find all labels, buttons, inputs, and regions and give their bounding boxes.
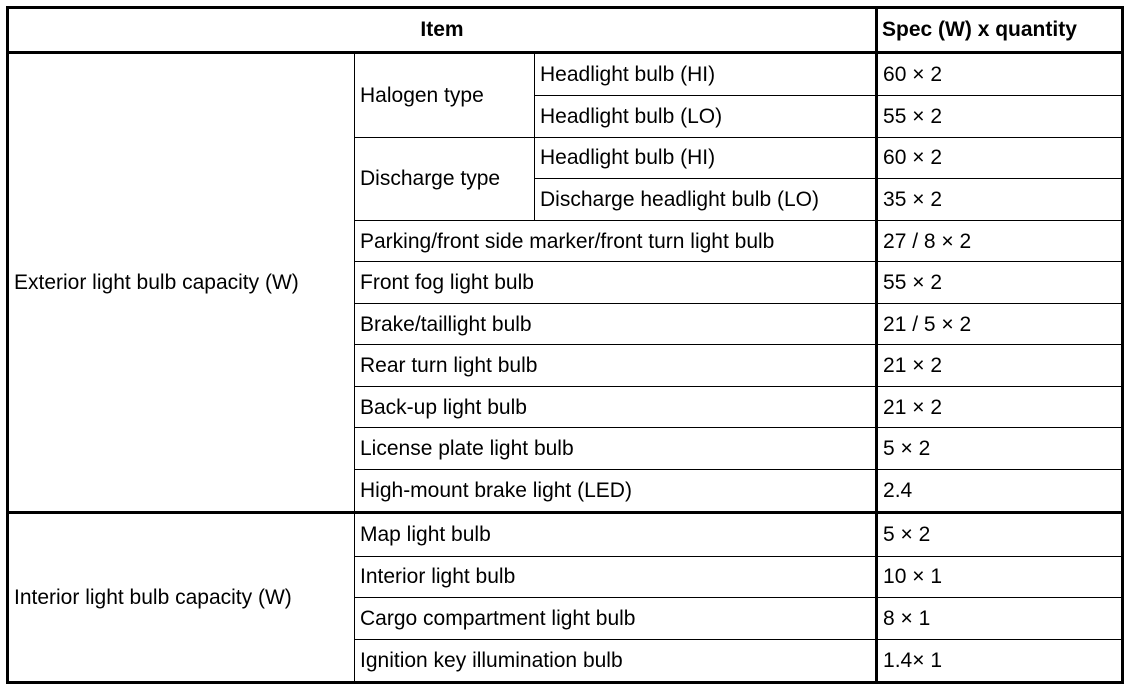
spec-cell: 21 × 2 (877, 386, 1123, 428)
item-cell: Brake/taillight bulb (355, 303, 877, 345)
spec-cell: 60 × 2 (877, 52, 1123, 95)
spec-cell: 1.4× 1 (877, 639, 1123, 682)
exterior-category-label: Exterior light bulb capacity (W) (8, 52, 355, 512)
spec-cell: 5 × 2 (877, 428, 1123, 470)
bulb-spec-table (6, 6, 1124, 684)
item-cell: Back-up light bulb (355, 386, 877, 428)
item-cell: Headlight bulb (HI) (535, 52, 877, 95)
header-row (8, 8, 1123, 53)
table-row (8, 52, 1123, 95)
spec-cell: 2.4 (877, 470, 1123, 513)
header-spec: Spec (W) x quantity (877, 8, 1123, 53)
item-cell: Parking/front side marker/front turn light bulb (355, 220, 877, 262)
spec-cell: 60 × 2 (877, 137, 1123, 179)
item-cell: Map light bulb (355, 513, 877, 556)
spec-cell: 55 × 2 (877, 96, 1123, 138)
spec-cell: 5 × 2 (877, 513, 1123, 556)
halogen-type-label: Halogen type (355, 52, 535, 137)
table-row (8, 513, 1123, 556)
item-cell: Cargo compartment light bulb (355, 598, 877, 640)
item-cell: Headlight bulb (HI) (535, 137, 877, 179)
spec-cell: 8 × 1 (877, 598, 1123, 640)
item-cell: Rear turn light bulb (355, 345, 877, 387)
item-cell: Discharge headlight bulb (LO) (535, 179, 877, 221)
header-item: Item (8, 8, 877, 53)
item-cell: Ignition key illumination bulb (355, 639, 877, 682)
item-cell: Headlight bulb (LO) (535, 96, 877, 138)
spec-cell: 21 × 2 (877, 345, 1123, 387)
spec-cell: 55 × 2 (877, 262, 1123, 304)
discharge-type-label: Discharge type (355, 137, 535, 220)
item-cell: Interior light bulb (355, 556, 877, 598)
item-cell: High-mount brake light (LED) (355, 470, 877, 513)
spec-cell: 35 × 2 (877, 179, 1123, 221)
spec-cell: 21 / 5 × 2 (877, 303, 1123, 345)
item-cell: Front fog light bulb (355, 262, 877, 304)
spec-cell: 10 × 1 (877, 556, 1123, 598)
interior-category-label: Interior light bulb capacity (W) (8, 513, 355, 683)
spec-cell: 27 / 8 × 2 (877, 220, 1123, 262)
item-cell: License plate light bulb (355, 428, 877, 470)
